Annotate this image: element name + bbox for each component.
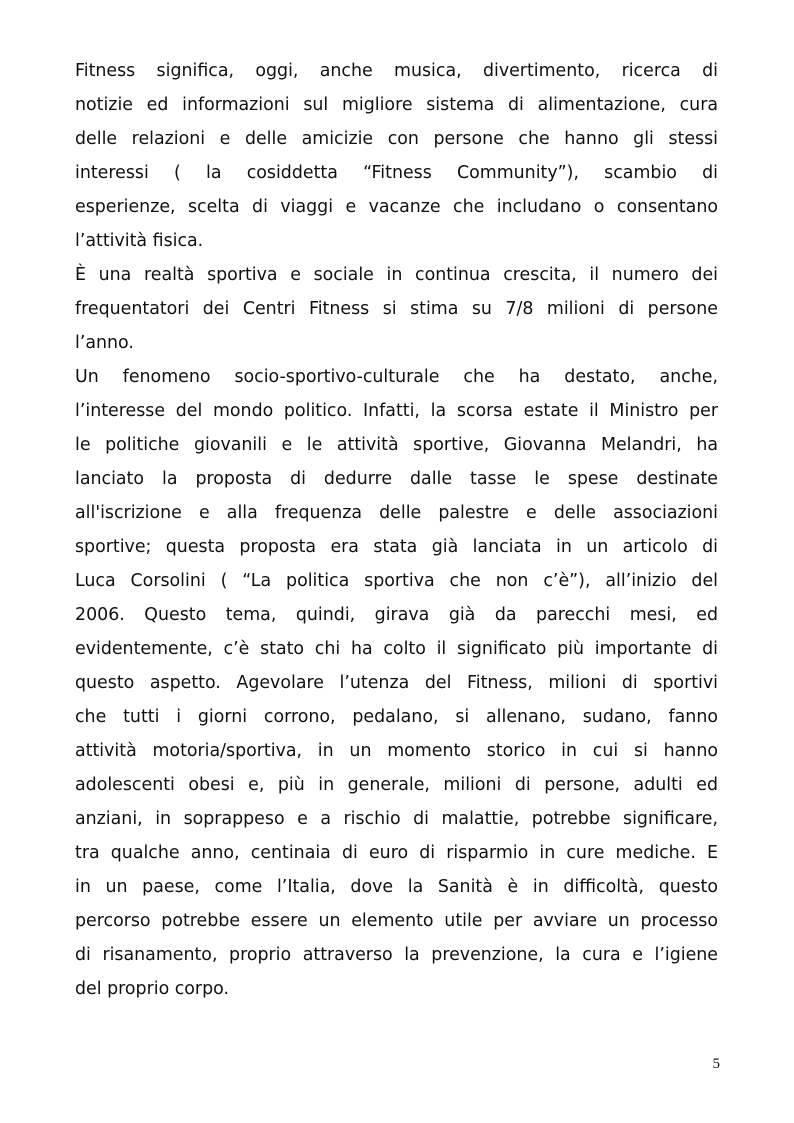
text-line: tra qualche anno, centinaia di euro di risparmio in cure mediche. E: [75, 843, 718, 863]
text-line: in un paese, come l’Italia, dove la Sanità è in difficoltà, questo: [75, 877, 718, 897]
text-line: Fitness significa, oggi, anche musica, divertimento, ricerca di: [75, 61, 718, 81]
text-line: adolescenti obesi e, più in generale, milioni di persone, adulti ed: [75, 775, 718, 795]
text-line: Un fenomeno socio-sportivo-culturale che ha destato, anche,: [75, 367, 718, 387]
text-line: evidentemente, c’è stato chi ha colto il significato più importante di: [75, 639, 718, 659]
text-line: sportive; questa proposta era stata già lanciata in un articolo di: [75, 537, 718, 557]
text-line: anziani, in soprappeso e a rischio di malattie, potrebbe significare,: [75, 809, 718, 829]
text-line: Luca Corsolini ( “La politica sportiva che non c’è”), all’inizio del: [75, 571, 718, 591]
text-line: questo aspetto. Agevolare l’utenza del Fitness, milioni di sportivi: [75, 673, 718, 693]
text-line: 2006. Questo tema, quindi, girava già da parecchi mesi, ed: [75, 605, 718, 625]
page-number: 5: [712, 1056, 720, 1072]
text-line: attività motoria/sportiva, in un momento storico in cui si hanno: [75, 741, 718, 761]
text-line: lanciato la proposta di dedurre dalle tasse le spese destinate: [75, 469, 718, 489]
text-line: le politiche giovanili e le attività sportive, Giovanna Melandri, ha: [75, 435, 718, 455]
text-line: frequentatori dei Centri Fitness si stima su 7/8 milioni di persone: [75, 299, 718, 319]
text-line: che tutti i giorni corrono, pedalano, si allenano, sudano, fanno: [75, 707, 718, 727]
text-line: l’attività fisica.: [75, 231, 204, 251]
text-line: del proprio corpo.: [75, 979, 229, 999]
paragraph: [75, 258, 718, 360]
text-line: delle relazioni e delle amicizie con persone che hanno gli stessi: [75, 129, 718, 149]
text-line: È una realtà sportiva e sociale in continua crescita, il numero dei: [75, 265, 718, 285]
text-line: di risanamento, proprio attraverso la prevenzione, la cura e l’igiene: [75, 945, 718, 965]
text-line: percorso potrebbe essere un elemento utile per avviare un processo: [75, 911, 718, 931]
paragraph: [75, 360, 718, 1006]
text-line: interessi ( la cosiddetta “Fitness Community”), scambio di: [75, 163, 718, 183]
body-text: [75, 54, 718, 1006]
text-line: notizie ed informazioni sul migliore sistema di alimentazione, cura: [75, 95, 718, 115]
text-line: l’anno.: [75, 333, 134, 353]
paragraph: [75, 54, 718, 258]
text-line: esperienze, scelta di viaggi e vacanze che includano o consentano: [75, 197, 718, 217]
text-line: l’interesse del mondo politico. Infatti, la scorsa estate il Ministro per: [75, 401, 718, 421]
text-line: all'iscrizione e alla frequenza delle palestre e delle associazioni: [75, 503, 718, 523]
